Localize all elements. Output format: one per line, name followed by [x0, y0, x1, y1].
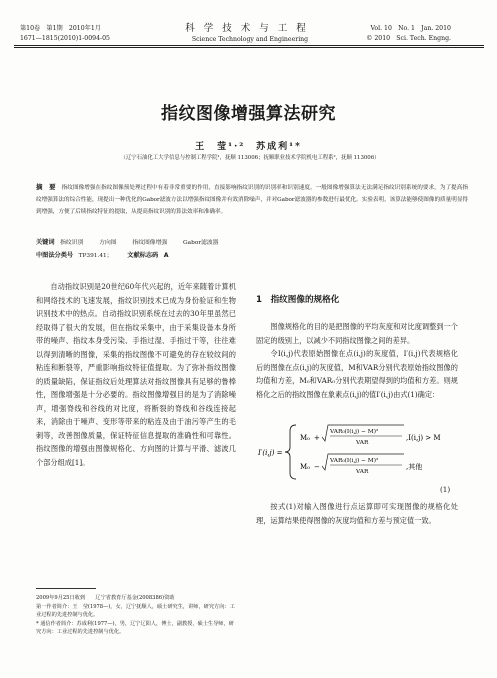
- volume-issue-date-en: Vol. 10 No. 1 Jan. 2010: [370, 25, 451, 32]
- authors: 王 莹¹·² 苏成利¹*: [195, 142, 302, 152]
- section-body-continued: [256, 500, 458, 527]
- clc-code: TP391.41；: [78, 253, 113, 259]
- abstract-label: 摘 要: [36, 183, 56, 191]
- formula-condition: ,I(i,j) > M: [406, 434, 441, 442]
- volume-issue-date: 第10卷 第1期 2010年1月: [20, 25, 101, 32]
- affiliation: （辽宁石油化工大学信息与控制工程学院¹，抚顺 113006；抚顺职业技术学院机电工程系²，抚顺 113006）: [120, 155, 380, 161]
- intro-paragraph: 自动指纹识别是20世纪60年代兴起的，近年来随着计算机和网络技术的飞速发展，指纹识别技术已成为身份验证和生物识别技术中的热点。自动指纹识别系统在过去的30年里虽然已经取得了很大的发展，但在指纹采集中，由于采集设备本身所带的噪声、指纹本身受污染、手指过湿、手指过干等，往往难以得到清晰的图像，采集的指纹图像不可避免的存在较纹间的粘连和断裂等，严重影响指纹特征值提取。为了弥补指纹图像的质量缺陷，保证指纹后处理算法对指纹图像具有足够的鲁棒性，图像增强是十分必要的。指纹图像增强目的是为了消除噪声，增强脊线和谷线的对比度，将断裂的脊线和谷线连接起来，消除由于噪声、变形等带来的粘连及由于油污等产生的毛刺等，改善图像质量，保证特征信息提取的准确性和可靠性。指纹图像的增强由图像规格化、方向图的计算与平滑、滤波几个部分组成[1]。: [36, 282, 236, 467]
- section-body: [256, 320, 458, 401]
- formula-plus: +: [314, 434, 320, 442]
- formula-denominator: VAR: [356, 440, 369, 446]
- normalization-formula: [256, 421, 458, 483]
- section-paragraph: 令I(i,j)代表原始图像在点(i,j)的灰度值，I′(i,j)代表规格化后的图像在点(i,j)的灰度值，M和VAR分别代表原始指纹图像的均值和方差，M₀和VAR₀分别代表期望得到的均值和方差。则规格化之后的指纹图像在象素点(i,j)的值I′(i,j)由式(1)确定：: [256, 349, 458, 399]
- doc-label: 文献标志码: [127, 252, 159, 259]
- keyword: 指纹识别: [60, 240, 84, 246]
- copyright: © 2010 Sci. Tech. Engng.: [366, 35, 451, 42]
- header-rule-thin: [14, 47, 484, 48]
- intro-column: [36, 280, 236, 469]
- doc-code: A: [163, 252, 169, 259]
- clc-label: 中图法分类号: [36, 252, 74, 259]
- footnote-received: 2009年9月25日收到 辽宁省教育厅基金(2008386)资助: [36, 595, 175, 601]
- abstract: [36, 181, 468, 218]
- journal-name-cn: 科学技术与工程: [185, 23, 315, 34]
- journal-volume-info-en: [321, 24, 451, 44]
- journal-name: [160, 23, 340, 45]
- footnote-corresponding-author: * 通信作者简介：苏成利(1977—)，男，辽宁辽阳人，博士，副教授，硕士生导师，研究方向：工业过程的先进控制与优化。: [36, 620, 234, 635]
- keywords-label: 关键词: [36, 239, 55, 246]
- formula-lhs: I′(i,j) =: [258, 449, 283, 457]
- formula-denominator: VAR: [356, 469, 369, 475]
- keywords: [36, 237, 468, 249]
- footnotes: [36, 594, 236, 637]
- formula-condition: ,其他: [406, 463, 423, 471]
- equation-number: (1): [440, 485, 451, 494]
- section-heading: 1 指纹图像的规格化: [256, 295, 340, 305]
- classification: [36, 250, 468, 262]
- keyword: 方向图: [99, 240, 117, 246]
- formula-brace: [285, 425, 296, 479]
- section-paragraph: 图像规格化的目的是把图像的平均灰度和对比度调整到一个固定的级别上，以减少不同指纹图像之间的差异。: [256, 322, 458, 345]
- formula-m0: M₀: [300, 434, 310, 442]
- journal-name-en: Science Technology and Engineering: [191, 36, 309, 43]
- paper-title: 指纹图像增强算法研究: [161, 104, 336, 124]
- keyword: Gabor滤波器: [183, 240, 219, 246]
- formula-numerator: VAR₀(I(i,j) − M)²: [330, 429, 379, 435]
- formula-m0: M₀: [300, 463, 310, 471]
- abstract-text: 指纹图像增强在指纹图像预处理过程中有着非常重要的作用，直接影响指纹识别的识别率和识别速度。一般图像增强算法无法满足指纹识别系统的要求，为了提高指纹增强算法的综合性能，现提出一种优化的Gabor滤波方法以增强指纹图像并有效消除噪声，并对Gabor滤波器的参数进行最优化。实验表明，该算法能够使图像的质量明显得到增强，方便了后续指纹特征的提取，从提高指纹识别的算法效率和准确率。: [36, 185, 469, 215]
- section-paragraph: 按式(1)对输入图像进行点运算即可实现图像的规格化处理，运算结果使得图像的灰度均值和方差与预定值一致。: [256, 502, 458, 525]
- header-rule: [14, 45, 484, 46]
- issn-code: 1671—1815(2010)1-0094-05: [20, 35, 110, 42]
- footnote-first-author: 第一作者简介：王 莹(1978—)，女，辽宁抚顺人，硕士研究生，讲师，研究方向：工业过程的先进控制与优化。: [36, 603, 235, 618]
- journal-volume-info: [20, 24, 170, 44]
- keyword: 指纹图像增强: [132, 240, 168, 246]
- formula-numerator: VAR₀(I(i,j) − M)²: [330, 458, 379, 464]
- formula-minus: −: [314, 463, 320, 471]
- footnote-rule: [36, 588, 96, 589]
